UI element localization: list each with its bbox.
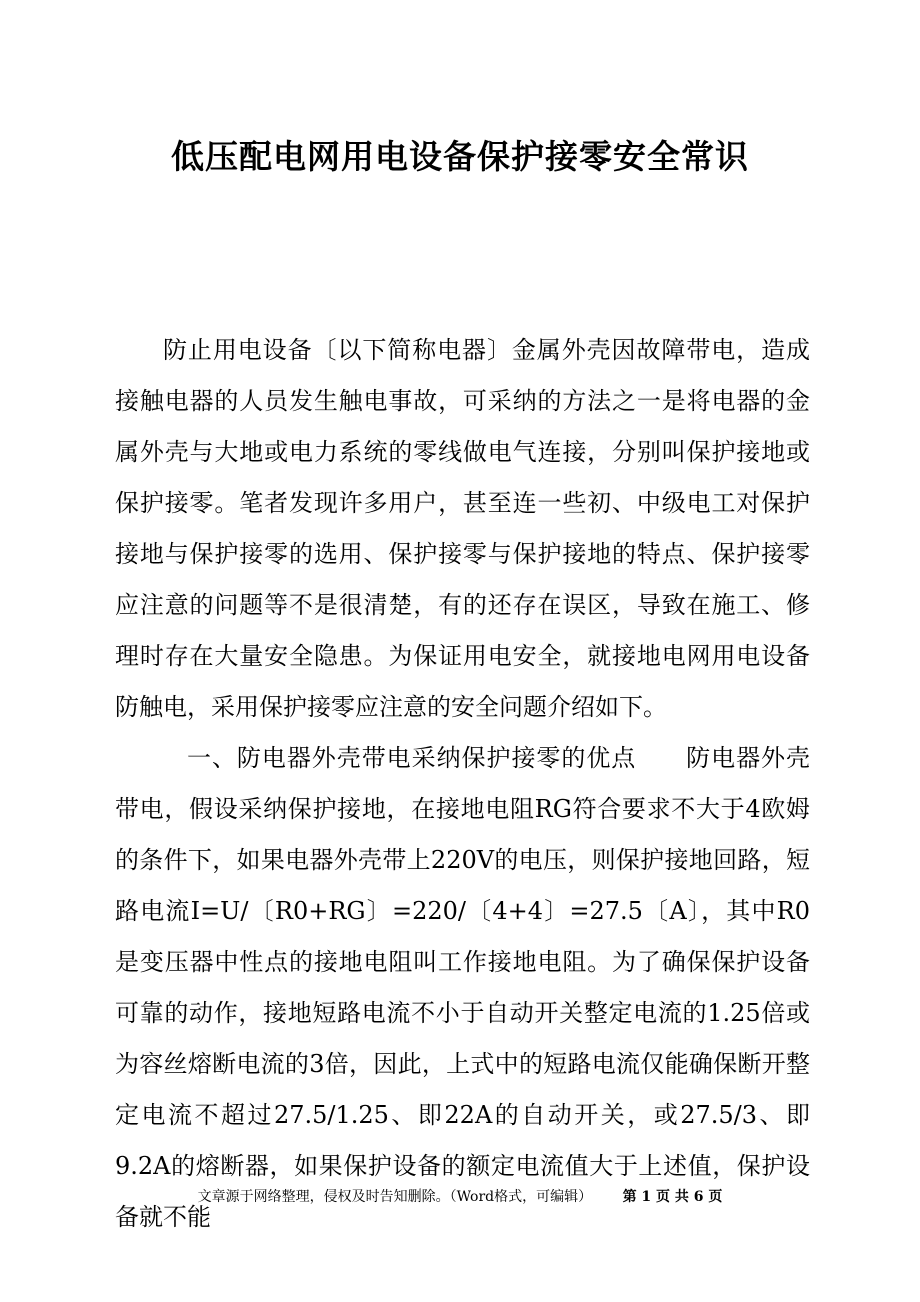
paragraph-section-one: 一、防电器外壳带电采纳保护接零的优点 防电器外壳带电，假设采纳保护接地，在接地电阻RG符合要求不大于4欧姆的条件下，如果电器外壳带上220V的电压，则保护接地回路，短路电流I=U/〔R0+RG〕=220/〔4+4〕=27.5〔A〕，其中R0是变压器中性点的接地电阻叫工作接地电阻。为了确保保护设备可靠的动作，接地短路电流不小于自动开关整定电流的1.25倍或为容丝熔断电流的3倍，因此，上式中的短路电流仅能确保断开整定电流不超过27.5/1.25、即22A的自动开关，或27.5/3、即9.2A的熔断器，如果保护设备的额定电流值大于上述值，保护设备就不能 [115,744,810,1231]
page-footer [0,1185,920,1209]
document-title: 低压配电网用电设备保护接零安全常识 [171,137,749,176]
document-body [115,325,810,1243]
footer-note: 文章源于网络整理，侵权及时告知删除。（Word格式，可编辑） [197,1189,593,1205]
paragraph-intro: 防止用电设备〔以下简称电器〕金属外壳因故障带电，造成接触电器的人员发生触电事故，可采纳的方法之一是将电器的金属外壳与大地或电力系统的零线做电气连接，分别叫保护接地或保护接零。笔者发现许多用户，甚至连一些初、中级电工对保护接地与保护接零的选用、保护接零与保护接地的特点、保护接零应注意的问题等不是很清楚，有的还存在误区，导致在施工、修理时存在大量安全隐患。为保证用电安全，就接地电网用电设备防触电，采用保护接零应注意的安全问题介绍如下。 [115,336,810,721]
page-number: 第 1 页 共 6 页 [622,1189,723,1205]
